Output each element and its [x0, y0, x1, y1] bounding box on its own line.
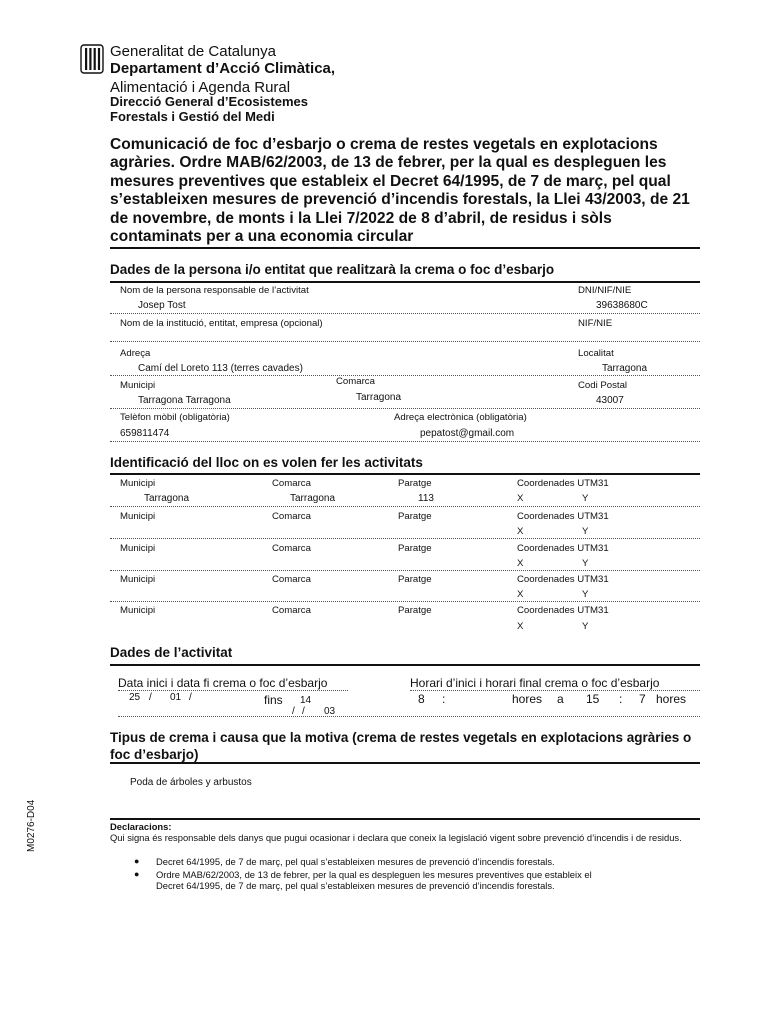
- coord-y-label: Y: [582, 526, 589, 537]
- location-municipi-label: Municipi: [120, 574, 156, 585]
- location-paratge-label: Paratge: [398, 511, 432, 522]
- section-rule: [110, 473, 700, 475]
- coord-y-label: Y: [582, 558, 589, 569]
- form-code: M0276-D04: [26, 799, 37, 852]
- coord-x-label: X: [517, 621, 524, 632]
- phone-field[interactable]: 659811474: [120, 428, 170, 439]
- org-name: Generalitat de Catalunya: [110, 43, 276, 60]
- time-colon: :: [619, 692, 623, 706]
- location-coord-label: Coordenades UTM31: [517, 605, 609, 616]
- date-separator: /: [149, 692, 152, 703]
- title-rule: [110, 247, 700, 249]
- location-municipi-field[interactable]: Tarragona: [144, 493, 190, 504]
- location-comarca-label: Comarca: [272, 605, 311, 616]
- location-municipi-label: Municipi: [120, 511, 156, 522]
- location-paratge-label: Paratge: [398, 605, 432, 616]
- bullet-icon: ●: [134, 856, 140, 866]
- declarations-text: Qui signa és responsable dels danys que pugui ocasionar i declara que coneix la legislació vigent sobre prevenció d’incendis i de residus.: [110, 832, 682, 843]
- location-comarca-label: Comarca: [272, 478, 311, 489]
- burn-type-field[interactable]: Poda de árboles y arbustos: [130, 777, 252, 788]
- location-comarca-field[interactable]: Tarragona: [290, 493, 336, 504]
- divider: [410, 690, 700, 691]
- declarations-rule: [110, 818, 700, 820]
- locality-label: Localitat: [578, 348, 614, 359]
- divider: [110, 408, 700, 409]
- phone-label: Telèfon mòbil (obligatòria): [120, 412, 230, 423]
- location-coord-label: Coordenades UTM31: [517, 511, 609, 522]
- time-colon: :: [442, 692, 446, 706]
- divider: [118, 716, 700, 717]
- coord-y-label: Y: [582, 621, 589, 632]
- location-comarca-label: Comarca: [272, 574, 311, 585]
- coord-x-label: X: [517, 558, 524, 569]
- to-label: a: [557, 692, 564, 706]
- section-burn-type-heading: Tipus de crema i causa que la motiva (crema de restes vegetals en explotacions agràries o foc d’esbarjo): [110, 730, 692, 762]
- location-coord-label: Coordenades UTM31: [517, 574, 609, 585]
- end-minute-field[interactable]: 7: [639, 692, 646, 706]
- section-person-heading: Dades de la persona i/o entitat que realitzarà la crema o foc d’esbarjo: [110, 262, 555, 277]
- declaration-item: Decret 64/1995, de 7 de març, pel qual s’estableixen mesures de prevenció d’incendis forestals.: [156, 856, 555, 867]
- directorate-1: Direcció General d’Ecosistemes: [110, 94, 308, 109]
- coord-x-label: X: [517, 589, 524, 600]
- hours-label: hores: [656, 692, 687, 706]
- declaration-item: Ordre MAB/62/2003, de 13 de febrer, per la qual es despleguen les mesures preventives que estableix el: [156, 869, 592, 880]
- generalitat-logo-icon: [80, 44, 104, 74]
- bullet-icon: ●: [134, 869, 140, 879]
- section-rule: [110, 762, 700, 764]
- section-rule: [110, 664, 700, 666]
- location-comarca-label: Comarca: [272, 543, 311, 554]
- divider: [110, 375, 700, 376]
- coord-x-label: X: [517, 493, 524, 504]
- divider: [110, 601, 700, 602]
- location-municipi-label: Municipi: [120, 605, 156, 616]
- institution-label: Nom de la institució, entitat, empresa (opcional): [120, 318, 323, 329]
- end-year-field[interactable]: 03: [324, 706, 336, 717]
- location-paratge-label: Paratge: [398, 478, 432, 489]
- email-label: Adreça electrònica (obligatòria): [394, 412, 527, 423]
- nif-label: NIF/NIE: [578, 318, 613, 329]
- comarca-field[interactable]: Tarragona: [356, 392, 402, 403]
- hours-label: hores: [512, 692, 543, 706]
- start-day-field[interactable]: 25: [129, 692, 141, 703]
- section-rule: [110, 281, 700, 283]
- coord-x-label: X: [517, 526, 524, 537]
- declaration-item: Decret 64/1995, de 7 de març, pel qual s’estableixen mesures de prevenció d’incendis forestals.: [156, 880, 555, 891]
- locality-field[interactable]: Tarragona: [602, 363, 648, 374]
- address-field[interactable]: Camí del Loreto 113 (terres cavades): [138, 363, 303, 374]
- date-separator: /: [302, 706, 305, 717]
- responsible-field[interactable]: Josep Tost: [138, 300, 186, 311]
- location-paratge-label: Paratge: [398, 574, 432, 585]
- postal-code-field[interactable]: 43007: [596, 395, 624, 406]
- municipality-field[interactable]: Tarragona Tarragona: [138, 395, 231, 406]
- email-field[interactable]: pepatost@gmail.com: [420, 428, 515, 439]
- location-municipi-label: Municipi: [120, 478, 156, 489]
- date-separator: /: [189, 692, 192, 703]
- coord-y-label: Y: [582, 589, 589, 600]
- date-separator: /: [292, 706, 295, 717]
- dni-label: DNI/NIF/NIE: [578, 285, 632, 296]
- department-name: Departament d’Acció Climàtica,: [110, 60, 336, 77]
- start-hour-field[interactable]: 8: [418, 692, 425, 706]
- divider: [118, 690, 348, 691]
- location-paratge-label: Paratge: [398, 543, 432, 554]
- location-municipi-label: Municipi: [120, 543, 156, 554]
- until-label: fins: [264, 693, 283, 707]
- address-label: Adreça: [120, 348, 151, 359]
- declarations-heading: Declaracions:: [110, 821, 172, 832]
- location-coord-label: Coordenades UTM31: [517, 543, 609, 554]
- start-month-field[interactable]: 01: [170, 692, 182, 703]
- municipality-label: Municipi: [120, 380, 156, 391]
- section-activity-heading: Dades de l’activitat: [110, 645, 233, 660]
- section-location-heading: Identificació del lloc on es volen fer les activitats: [110, 455, 423, 470]
- responsible-label: Nom de la persona responsable de l’activitat: [120, 285, 309, 296]
- department-name-2: Alimentació i Agenda Rural: [110, 79, 291, 96]
- location-paratge-field[interactable]: 113: [418, 493, 434, 504]
- divider: [110, 441, 700, 442]
- divider: [110, 313, 700, 314]
- divider: [110, 538, 700, 539]
- end-day-field[interactable]: 14: [300, 695, 312, 706]
- coord-y-label: Y: [582, 493, 589, 504]
- dni-field[interactable]: 39638680C: [596, 300, 648, 311]
- directorate-2: Forestals i Gestió del Medi: [110, 109, 275, 124]
- date-range-label: Data inici i data fi crema o foc d’esbarjo: [118, 676, 328, 690]
- divider: [110, 341, 700, 342]
- time-range-label: Horari d’inici i horari final crema o foc d’esbarjo: [410, 676, 660, 690]
- location-coord-label: Coordenades UTM31: [517, 478, 609, 489]
- divider: [110, 506, 700, 507]
- location-comarca-label: Comarca: [272, 511, 311, 522]
- document-title: Comunicació de foc d’esbarjo o crema de restes vegetals en explotacions agràries. Ordre MAB/62/2003, de 13 de febrer, per la qual es despleguen les mesures preventives que estableix el Decret 64/1995, de 7 de març, pel qual s’estableixen mesures de prevenció d’incendis forestals, la Llei 43/2003, de 21 de novembre, de monts i la Llei 7/2022 de 8 d’abril, de residus i sòls contaminats per a una economia circular: [110, 136, 690, 246]
- divider: [110, 570, 700, 571]
- comarca-label: Comarca: [336, 376, 375, 387]
- postal-code-label: Codi Postal: [578, 380, 628, 391]
- end-hour-field[interactable]: 15: [586, 692, 600, 706]
